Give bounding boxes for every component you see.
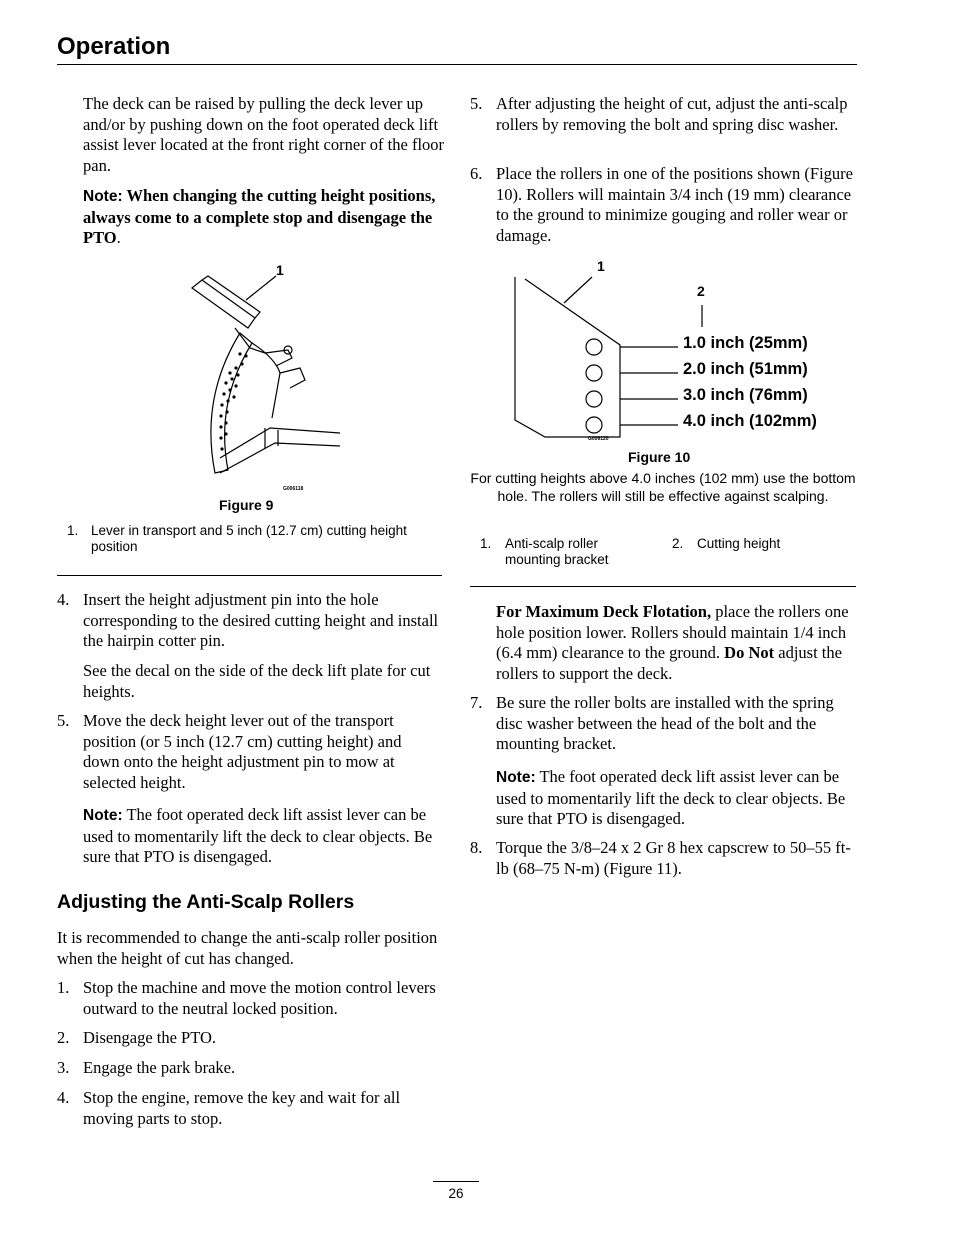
flotation-text: place the rollers one hole position lower. Rollers should maintain 1/4 inch (6.4 mm) clearance to the ground. (496, 602, 849, 662)
note-text: The foot operated deck lift assist lever can be used to momentarily lift the deck to clear objects. Be sure that PTO is disengaged. (496, 767, 846, 828)
figure-10-callout-2: 2 (697, 283, 705, 299)
title-divider (57, 64, 857, 65)
list-number: 4. (57, 590, 70, 609)
note-text: The foot operated deck lift assist lever can be used to momentarily lift the deck to clear objects. Be sure that PTO is disengaged. (83, 805, 433, 866)
flotation-do-not: Do Not (724, 643, 775, 662)
roller-hole (586, 365, 602, 381)
page-number: 26 (448, 1186, 464, 1201)
roller-hole (586, 417, 602, 433)
note-label: Note: (496, 769, 536, 786)
list-text: After adjusting the height of cut, adjust the anti-scalp rollers by removing the bolt and spring disc washer. (496, 94, 848, 134)
figure-9-caption: Figure 9 (219, 497, 274, 513)
list-number: 2. (57, 1028, 70, 1047)
list-number: 4. (57, 1088, 70, 1107)
flotation-tail: adjust the rollers to support the deck. (496, 643, 842, 683)
section-intro: It is recommended to change the anti-scalp roller position when the height of cut has changed. (57, 928, 438, 968)
note-period: . (116, 228, 121, 247)
figure-10-code: G006120 (588, 436, 609, 442)
list-number: 1. (57, 978, 70, 997)
roller-hole (586, 391, 602, 407)
list-number: 5. (57, 711, 70, 730)
figure-10-divider (470, 586, 856, 587)
list-text: Stop the engine, remove the key and wait for all moving parts to stop. (83, 1088, 401, 1128)
page-number-rule (433, 1181, 479, 1182)
figure-10-legend-num: 1. (480, 536, 492, 551)
figure-10-callout-1: 1 (597, 258, 605, 274)
figure-9-legend-num: 1. (67, 523, 79, 538)
callout-1-leader (564, 277, 592, 303)
roller-mounting-bracket (515, 277, 620, 437)
note-lift-assist-right (496, 767, 858, 830)
figure-9-divider (57, 575, 442, 576)
figure-9-illustration (180, 258, 340, 498)
list-text: Move the deck height lever out of the transport position (or 5 inch (12.7 cm) cutting height) and down onto the height adjustment pin to mow at selected height. (83, 711, 402, 792)
figure-10-legend-text: Cutting height (697, 536, 781, 551)
flotation-paragraph (496, 602, 858, 684)
list-number: 7. (470, 693, 483, 712)
height-label: 4.0 inch (102mm) (683, 412, 817, 430)
roller-hole (586, 339, 602, 355)
list-number: 5. (470, 94, 483, 113)
page-title: Operation (57, 33, 171, 60)
note-text: When changing the cutting height positions, always come to a complete stop and disengage the PTO (83, 186, 436, 247)
figure-9-code: G006118 (283, 486, 304, 492)
height-plate (211, 333, 252, 473)
height-label: 2.0 inch (51mm) (683, 360, 808, 378)
decal-paragraph: See the decal on the side of the deck lift plate for cut heights. (83, 661, 431, 701)
intro-paragraph: The deck can be raised by pulling the deck lever up and/or by pushing down on the foot operated deck lift assist lever located at the front right corner of the floor pan. (83, 94, 445, 175)
list-text: Torque the 3/8–24 x 2 Gr 8 hex capscrew to 50–55 ft-lb (68–75 N-m) (Figure 11). (496, 838, 851, 878)
note-label: Note: (83, 188, 123, 205)
figure-10-note: For cutting heights above 4.0 inches (102 mm) use the bottom hole. The rollers will still be effective against scalping. (470, 470, 856, 504)
figure-10-legend-num: 2. (672, 536, 684, 551)
height-label: 1.0 inch (25mm) (683, 334, 808, 352)
list-text: Place the rollers in one of the positions shown (Figure 10). Rollers will maintain 3/4 inch (19 mm) clearance to the ground to minimize gouging and roller wear or damage. (496, 164, 853, 245)
list-number: 3. (57, 1058, 70, 1077)
figure-9-legend-text: Lever in transport and 5 inch (12.7 cm) cutting height position (91, 523, 407, 554)
list-text: Stop the machine and move the motion control levers outward to the neutral locked position. (83, 978, 436, 1018)
figure-10-legend-text: Anti-scalp roller mounting bracket (505, 536, 609, 567)
note-label: Note: (83, 807, 123, 824)
figure-9-callout-1: 1 (276, 262, 284, 278)
section-heading: Adjusting the Anti-Scalp Rollers (57, 891, 355, 913)
note-lift-assist (83, 805, 443, 868)
list-text: Engage the park brake. (83, 1058, 236, 1077)
list-text: Be sure the roller bolts are installed with the spring disc washer between the head of the bolt and the mounting bracket. (496, 693, 834, 753)
list-number: 6. (470, 164, 483, 183)
list-text: Disengage the PTO. (83, 1028, 217, 1047)
height-label: 3.0 inch (76mm) (683, 386, 808, 404)
list-number: 8. (470, 838, 483, 857)
callout-leader (246, 276, 276, 300)
list-text: Insert the height adjustment pin into the hole corresponding to the desired cutting height and install the hairpin cotter pin. (83, 590, 439, 650)
figure-10-caption: Figure 10 (628, 449, 691, 465)
flotation-lead: For Maximum Deck Flotation, (496, 602, 712, 621)
note-cutting-height (83, 186, 443, 249)
